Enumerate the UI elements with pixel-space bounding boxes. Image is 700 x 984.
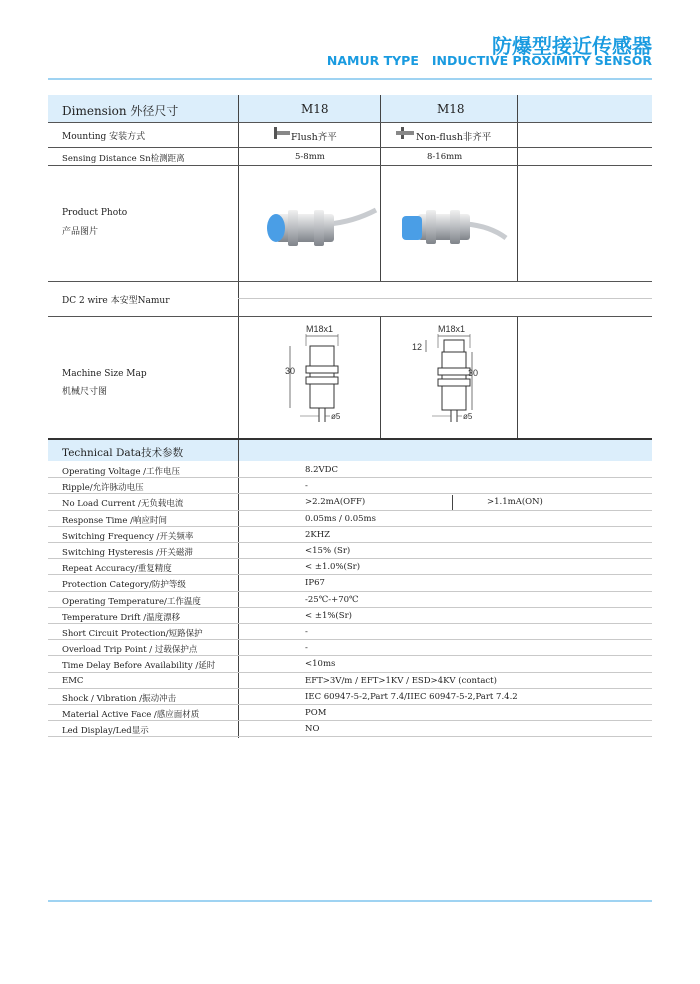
table-row-value: 0.05ms / 0.05ms [305,513,376,524]
table-row-label: Overload Trip Point / 过载保护点 [62,645,198,656]
table-row-value: - [305,481,308,492]
flush-thread-label: M18x1 [306,324,334,334]
table-row-value: - [305,643,308,654]
nonflush-dimension-drawing [408,320,498,430]
machine-label-en: Machine Size Map [62,369,147,379]
table-row-value: <15% (Sr) [305,546,351,556]
table-row-value: < ±1%(Sr) [305,610,352,621]
table-row-label: Material Active Face /感应面材质 [62,710,200,720]
photo-label-en: Product Photo [62,208,128,218]
page-title-cn: 防爆型接近传感器 [492,34,652,58]
table-row-value: EFT>3V/m / EFT>1KV / ESD>4KV (contact) [305,675,497,686]
machine-label-cn: 机械尺寸图 [62,387,108,397]
footer-divider [48,900,652,902]
table-row-divider [48,574,652,575]
mounting-label: Mounting 安装方式 [62,132,146,142]
table-row-divider [48,607,652,608]
table-row-divider [48,591,652,592]
table-row-value: 2KHZ [305,529,331,540]
table-row-label: Protection Category/防护等级 [62,580,186,591]
sensing-label: Sensing Distance Sn检测距离 [62,154,185,164]
table-row-divider [48,736,652,737]
table-row-value: <10ms [305,659,336,670]
table-row-label: Ripple/允许脉动电压 [62,483,144,494]
table-row-divider [48,542,652,543]
sensing-col1: 5-8mm [295,152,325,162]
table-row-divider [48,704,652,705]
flush-wire-label: ø5 [331,412,341,421]
table-row-label: Operating Voltage /工作电压 [62,467,181,477]
sensing-col2: 8-16mm [427,152,463,162]
table-row-value: >2.2mA(OFF) [305,497,366,508]
dimension-col2: M18 [437,102,465,116]
nonflush-mount-icon [395,126,417,140]
table-row-divider [48,688,652,689]
mounting-col2: Non-flush非齐平 [416,132,492,143]
nonflush-protrusion-label: 12 [412,342,423,352]
wire-label: DC 2 wire 本安型Namur [62,296,170,306]
table-row-value: -25℃-+70℃ [305,594,359,605]
nonflush-sensor-photo [392,192,512,262]
flush-length-label: 30 [285,366,296,376]
dimension-label: Dimension 外径尺寸 [62,104,179,118]
dimension-col1: M18 [301,102,329,116]
flush-dimension-drawing [280,320,370,430]
table-row-value: IEC 60947-5-2,Part 7.4/IIEC 60947-5-2,Part 7.4.2 [305,691,518,702]
mounting-col1: Flush齐平 [291,132,337,143]
page-title-en: NAMUR TYPE INDUCTIVE PROXIMITY SENSOR [326,53,652,68]
table-row-divider [48,477,652,478]
table-row-divider [48,623,652,624]
flush-sensor-photo [258,192,378,262]
table-row-label: Time Delay Before Availability /延时 [62,661,216,672]
table-row-divider [48,510,652,511]
table-row-divider [48,672,652,673]
table-row-divider [48,720,652,721]
table-row-label: Shock / Vibration /振动冲击 [62,693,177,704]
table-row-label: Short Circuit Protection/短路保护 [62,629,203,639]
table-row-label: Switching Frequency /开关频率 [62,531,194,542]
table-row-value: POM [305,708,327,718]
table-row-value-secondary: >1.1mA(ON) [487,497,543,508]
table-row-label: Temperature Drift /温度漂移 [62,612,181,623]
table-row-value: 8.2VDC [305,465,338,475]
technical-title: Technical Data技术参数 [62,447,184,459]
table-row-value: IP67 [305,578,325,589]
flush-mount-icon [272,126,292,140]
table-row-value: - [305,627,308,637]
table-row-divider [48,493,652,494]
table-row-divider [48,558,652,559]
table-row-value: < ±1.0%(Sr) [305,562,361,573]
table-row-label: EMC [62,675,84,686]
nonflush-wire-label: ø5 [463,412,473,421]
table-row-divider [48,526,652,527]
table-row-value: NO [305,724,320,735]
table-row-label: Response Time /响应时间 [62,515,167,526]
header-divider [48,78,652,80]
table-row-label: Repeat Accuracy/重复精度 [62,564,172,575]
table-row-divider [48,655,652,656]
nonflush-length-label: 30 [468,368,479,378]
table-row-divider [48,639,652,640]
table-row-label: Led Display/Led显示 [62,726,149,737]
table-row-label: Switching Hysteresis /开关磁滞 [62,548,193,558]
photo-label-cn: 产品图片 [62,227,99,237]
table-row-label: Operating Temperature/工作温度 [62,596,201,607]
nonflush-thread-label: M18x1 [438,324,466,334]
table-row-label: No Load Current /无负载电流 [62,499,184,510]
